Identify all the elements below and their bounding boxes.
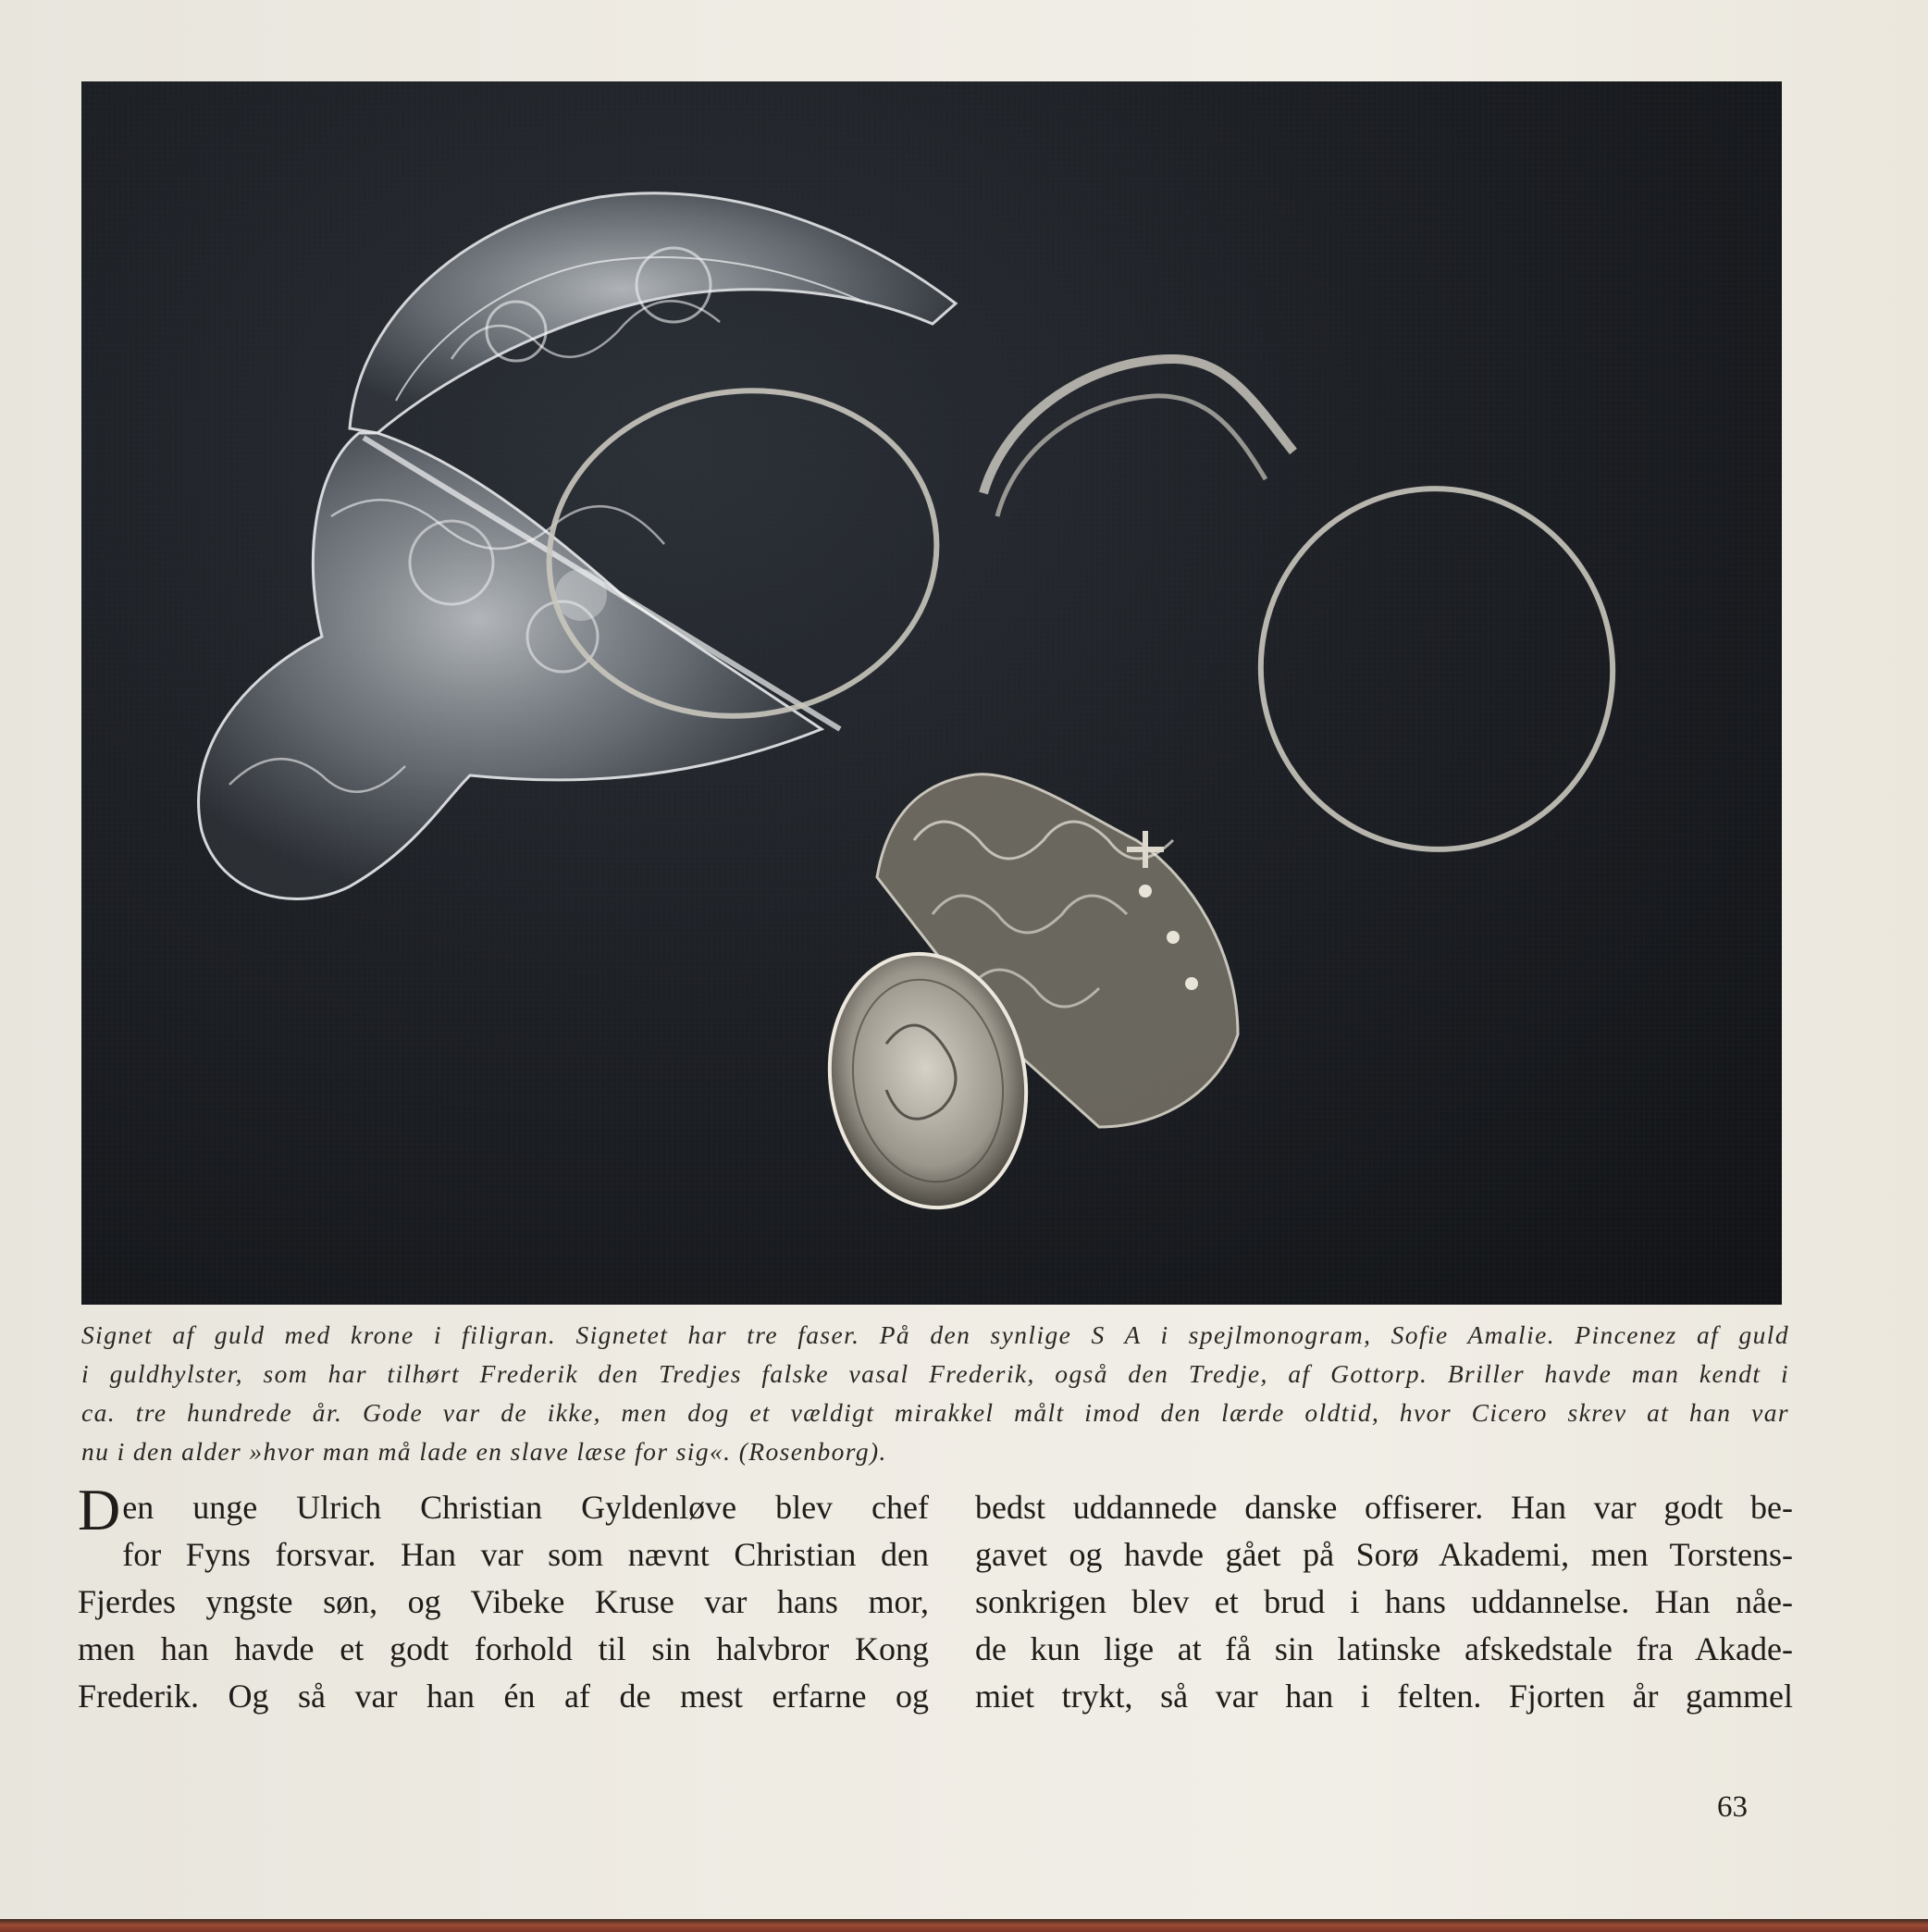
body-line: en unge Ulrich Christian Gyldenløve blev chef: [122, 1489, 929, 1526]
body-line: Fjerdes yngste søn, og Vibeke Kruse var hans mor,: [78, 1583, 929, 1620]
body-text-right-column: [975, 1484, 1793, 1720]
book-cover-edge: [0, 1919, 1928, 1932]
body-line: miet trykt, så var han i felten. Fjorten år gammel: [975, 1678, 1793, 1715]
body-line: men han havde et godt forhold til sin halvbror Kong: [78, 1630, 929, 1667]
drop-cap: D: [78, 1477, 121, 1542]
body-line: gavet og havde gået på Sorø Akademi, men Torstens-: [975, 1536, 1793, 1573]
caption-line: i guldhylster, som har tilhørt Frederik den Tredjes falske vasal Frederik, også den Tredje, af Gottorp. Briller havde man kendt i: [81, 1359, 1789, 1388]
body-line: de kun lige at få sin latinske afskedstale fra Akade-: [975, 1630, 1793, 1667]
body-line: sonkrigen blev et brud i hans uddannelse. Han nåe-: [975, 1583, 1793, 1620]
body-line: Frederik. Og så var han én af de mest erfarne og: [78, 1678, 929, 1715]
caption-line: ca. tre hundrede år. Gode var de ikke, men dog et vældigt mirakkel målt imod den lærde oldtid, hvor Cicero skrev at han var: [81, 1398, 1789, 1427]
photo-caption: [81, 1316, 1789, 1471]
caption-line: Signet af guld med krone i filigran. Signetet har tre faser. På den synlige S A i spejlmonogram, Sofie Amalie. Pincenez af guld: [81, 1320, 1789, 1349]
body-text-left-column: [78, 1477, 929, 1720]
body-line: for Fyns forsvar. Han var som nævnt Christian den: [122, 1536, 929, 1573]
photo-illustration: [81, 81, 1782, 1305]
page-number: 63: [1717, 1790, 1748, 1824]
body-line: bedst uddannede danske offiserer. Han var godt be-: [975, 1489, 1793, 1526]
caption-line: nu i den alder »hvor man må lade en slave læse for sig«. (Rosenborg).: [81, 1437, 887, 1466]
photograph-signet-and-pincenez: [81, 81, 1782, 1305]
